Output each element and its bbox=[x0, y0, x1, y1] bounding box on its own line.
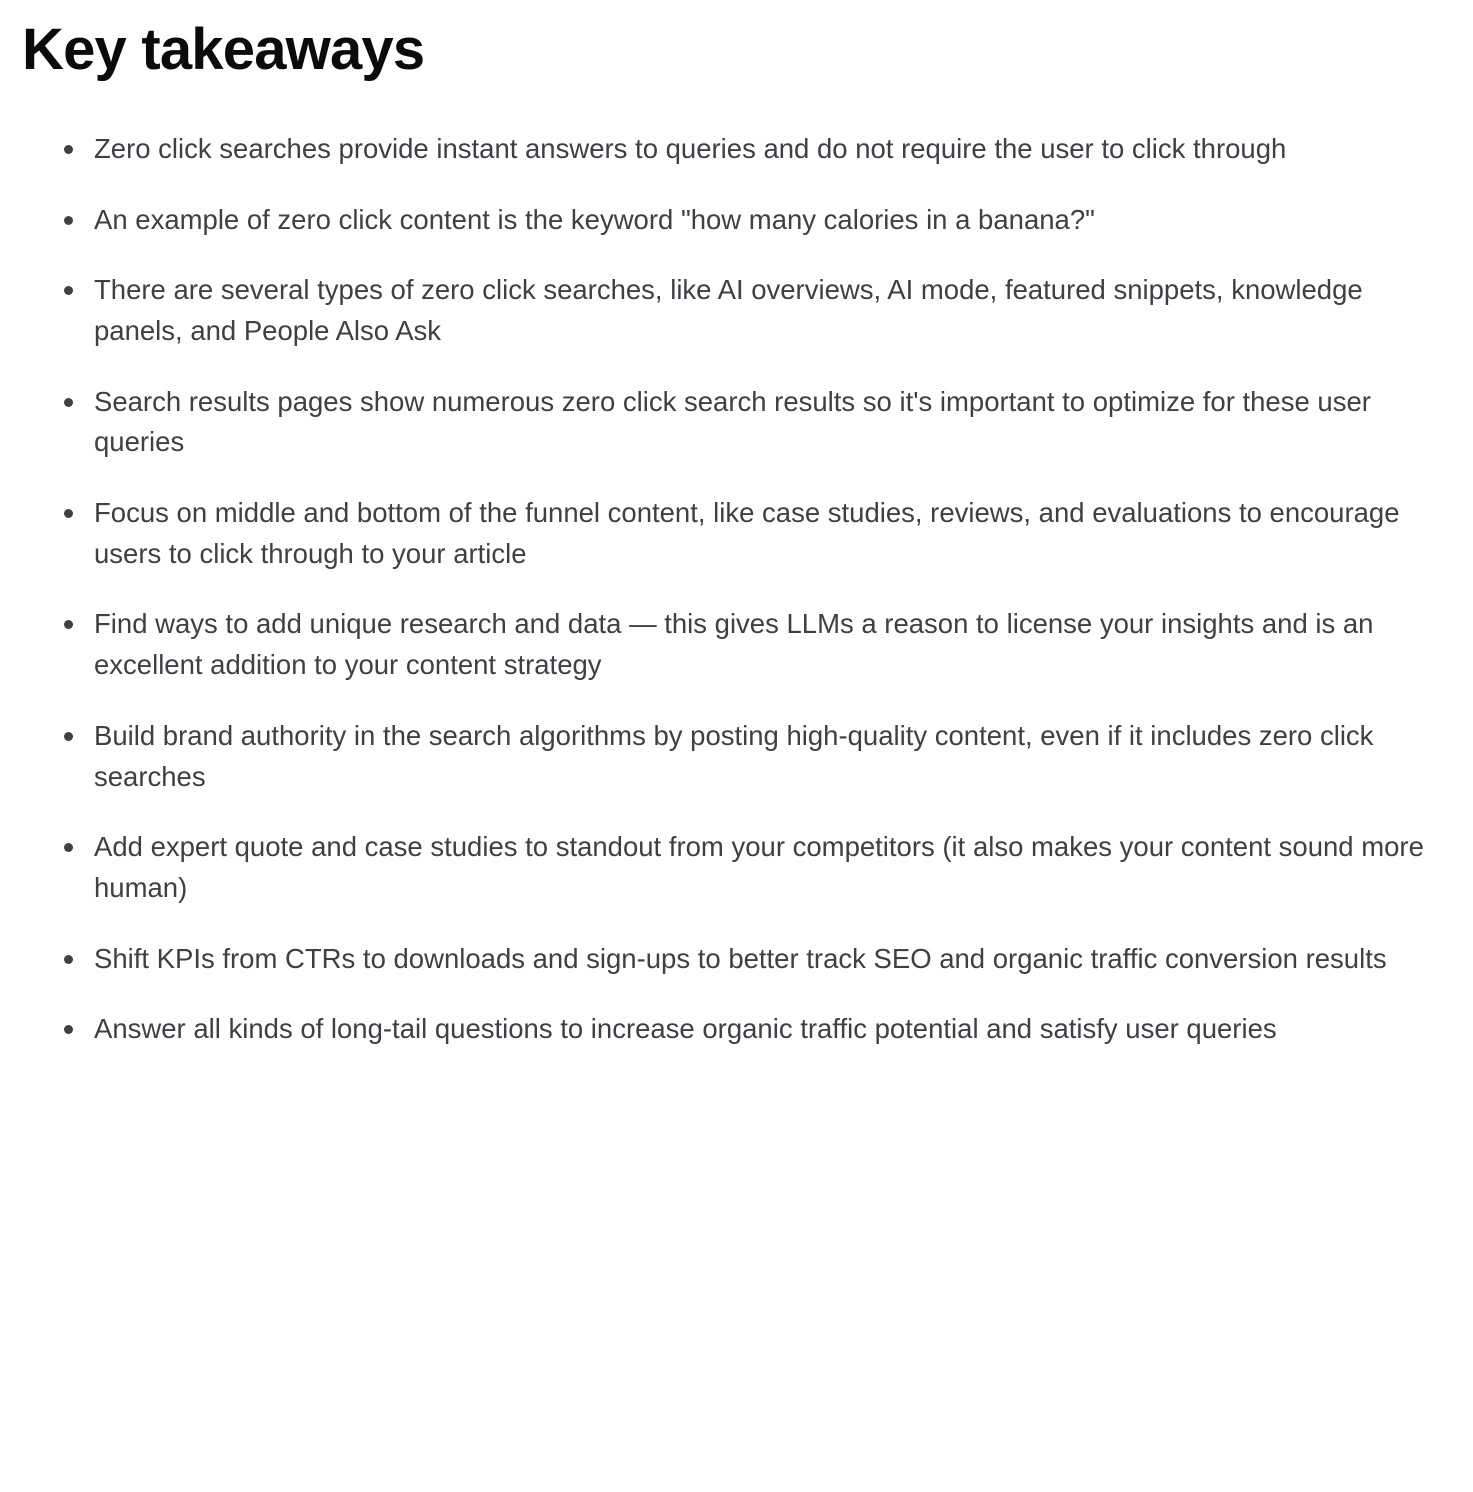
list-item bbox=[22, 382, 1443, 463]
bullet-icon bbox=[64, 398, 73, 407]
list-item-text: Find ways to add unique research and data — this gives LLMs a reason to license your insights and is an excellent addition to your content strategy bbox=[94, 608, 1374, 681]
list-item-text: Shift KPIs from CTRs to downloads and sign-ups to better track SEO and organic traffic conversion results bbox=[94, 942, 1387, 974]
bullet-icon bbox=[64, 955, 73, 964]
list-item-text: There are several types of zero click searches, like AI overviews, AI mode, featured snippets, knowledge panels, and People Also Ask bbox=[94, 274, 1363, 347]
bullet-icon bbox=[64, 620, 73, 629]
list-item bbox=[22, 493, 1443, 574]
list-item-text: Add expert quote and case studies to standout from your competitors (it also makes your content sound more human) bbox=[94, 831, 1424, 903]
page-title: Key takeaways bbox=[22, 17, 425, 82]
list-item bbox=[22, 1009, 1443, 1050]
bullet-icon bbox=[64, 1025, 73, 1034]
list-item-text: Zero click searches provide instant answers to queries and do not require the user to click through bbox=[94, 132, 1287, 164]
bullet-icon bbox=[64, 286, 73, 295]
list-item bbox=[22, 604, 1443, 685]
list-item-text: Search results pages show numerous zero click search results so it's important to optimize for these user queries bbox=[94, 385, 1371, 458]
list-item bbox=[22, 129, 1443, 170]
list-item-text: Focus on middle and bottom of the funnel content, like case studies, reviews, and evaluations to encourage users to click through to your article bbox=[94, 497, 1400, 569]
list-item bbox=[22, 939, 1443, 980]
list-item-text: Answer all kinds of long-tail questions to increase organic traffic potential and satisfy user queries bbox=[94, 1013, 1277, 1045]
list-item bbox=[22, 200, 1443, 241]
list-item bbox=[22, 270, 1443, 351]
bullet-icon bbox=[64, 843, 73, 852]
list-item bbox=[22, 716, 1443, 797]
bullet-icon bbox=[64, 732, 73, 741]
list-item-text: An example of zero click content is the keyword "how many calories in a banana?" bbox=[94, 203, 1095, 235]
list-item bbox=[22, 827, 1443, 908]
bullet-icon bbox=[64, 145, 73, 154]
key-takeaways-list bbox=[22, 129, 1443, 1050]
bullet-icon bbox=[64, 509, 73, 518]
bullet-icon bbox=[64, 216, 73, 225]
list-item-text: Build brand authority in the search algorithms by posting high-quality content, even if it includes zero click searches bbox=[94, 719, 1374, 792]
